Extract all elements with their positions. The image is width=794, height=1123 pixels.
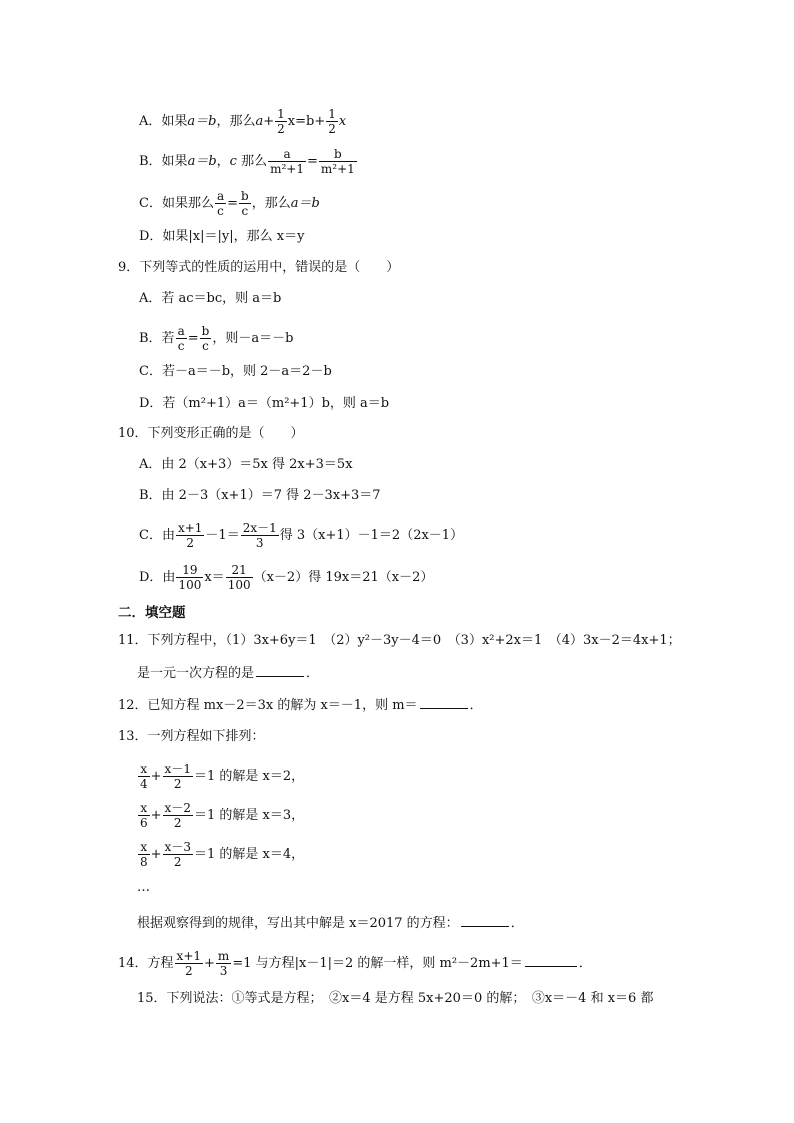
fraction: $\frac{a}{c}$ xyxy=(216,189,225,218)
q8-option-b: B．如果a＝b，c 那么 $\frac{a}{\text{m²+1}}$ = $\frac{b}{\text{m²+1}}$ xyxy=(139,147,355,176)
fraction: $\frac{a}{\text{m²+1}}$ xyxy=(270,147,304,176)
q13-ellipsis: … xyxy=(137,880,150,895)
q13-stem: 13．一列方程如下排列： xyxy=(118,729,265,744)
q10-stem: 10．下列变形正确的是（ ） xyxy=(118,426,304,441)
fraction: $\frac{x-2}{2}$ xyxy=(164,801,191,830)
answer-blank xyxy=(256,664,304,677)
fraction: $\frac{b}{c}$ xyxy=(201,324,210,353)
fraction: $\frac{m}{3}$ xyxy=(217,949,230,978)
q13-equation-row: $\frac{x}{6}$ + $\frac{x-2}{2}$ ＝1 的解是 x＝3， xyxy=(140,801,305,830)
q14: 14．方程 $\frac{x+1}{2}$ + $\frac{m}{3}$ =1 与方程|x－1|＝2 的解一样，则 m²－2m+1＝ ． xyxy=(118,949,592,978)
q9-option-d: D．若（m²+1）a＝（m²+1）b，则 a＝b xyxy=(139,396,390,411)
fraction: $\frac{x}{6}$ xyxy=(140,801,148,830)
q8-option-a: A．如果a＝b，那么a+ $\frac{1}{2}$ x=b+ $\frac{1}{2}$ x xyxy=(139,107,347,136)
fraction: $\frac{x+1}{2}$ xyxy=(177,521,203,550)
fraction: $\frac{b}{\text{m²+1}}$ xyxy=(320,147,355,176)
answer-blank xyxy=(420,696,468,709)
q15: 15．下列说法：①等式是方程； ②x＝4 是方程 5x+20＝0 的解； ③x＝－4 和 x＝6 都 xyxy=(137,991,654,1006)
q10-option-a: A．由 2（x+3）＝5x 得 2x+3＝5x xyxy=(139,457,353,472)
q11-line2: 是一元一次方程的是 ． xyxy=(137,666,320,681)
fraction: $\frac{21}{100}$ xyxy=(227,563,251,592)
fraction: $\frac{1}{2}$ xyxy=(277,107,285,136)
fraction: $\frac{x}{4}$ xyxy=(140,762,148,791)
q13-equation-row: $\frac{x}{8}$ + $\frac{x-3}{2}$ ＝1 的解是 x＝4， xyxy=(140,840,305,869)
q11-line1: 11．下列方程中，（1）3x+6y＝1 （2）y²－3y－4＝0 （3）x²+2x＝1 （4）3x－2＝4x+1； xyxy=(118,633,681,648)
answer-blank xyxy=(525,954,577,967)
fraction: $\frac{x-1}{2}$ xyxy=(164,762,191,791)
q8-option-c: C．如果那么 $\frac{a}{c}$ = $\frac{b}{c}$ ，那么a＝b xyxy=(139,189,320,218)
fraction: $\frac{a}{c}$ xyxy=(177,324,185,353)
q9-option-b: B．若 $\frac{a}{c}$ = $\frac{b}{c}$ ，则－a＝－b xyxy=(139,324,294,353)
fraction: $\frac{19}{100}$ xyxy=(178,563,202,592)
q8-option-d: D．如果|x|＝|y|，那么 x＝y xyxy=(139,229,305,244)
fraction: $\frac{x-3}{2}$ xyxy=(164,840,191,869)
q10-option-d: D．由 $\frac{19}{100}$ x＝ $\frac{21}{100}$ （x－2）得 19x＝21（x－2） xyxy=(139,563,434,592)
q13-equation-row: $\frac{x}{4}$ + $\frac{x-1}{2}$ ＝1 的解是 x＝2， xyxy=(140,762,305,791)
q9-option-c: C．若－a＝－b，则 2－a＝2－b xyxy=(139,364,332,379)
q12: 12．已知方程 mx－2＝3x 的解为 x＝－1，则 m＝ ． xyxy=(118,698,483,713)
fraction: $\frac{b}{c}$ xyxy=(241,189,249,218)
q10-option-b: B．由 2－3（x+1）＝7 得 2－3x+3＝7 xyxy=(139,488,381,503)
fraction: $\frac{2x-1}{3}$ xyxy=(242,521,277,550)
answer-blank xyxy=(461,914,509,927)
q10-option-c: C．由 $\frac{x+1}{2}$ －1＝ $\frac{2x-1}{3}$ 得 3（x+1）－1＝2（2x－1） xyxy=(139,521,464,550)
q9-option-a: A．若 ac＝bc，则 a＝b xyxy=(139,291,282,306)
q9-stem: 9．下列等式的性质的运用中，错误的是（ ） xyxy=(118,260,400,275)
q13-prompt: 根据观察得到的规律，写出其中解是 x＝2017 的方程： ． xyxy=(137,916,524,931)
fraction: $\frac{1}{2}$ xyxy=(328,107,336,136)
section-heading-fill-in: 二．填空题 xyxy=(118,605,186,621)
fraction: $\frac{x}{8}$ xyxy=(140,840,148,869)
fraction: $\frac{x+1}{2}$ xyxy=(176,949,202,978)
